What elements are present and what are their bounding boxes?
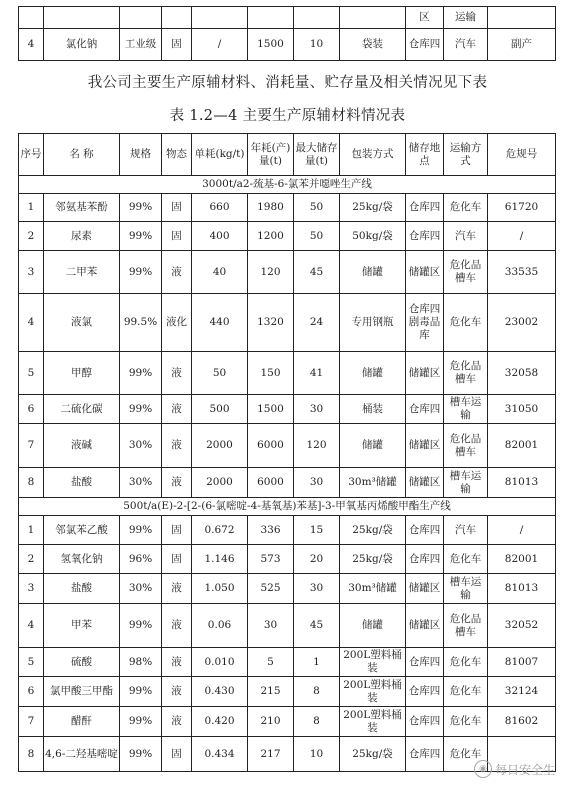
table-cell: 液化: [162, 294, 192, 352]
table-cell: 槽车运输: [444, 395, 488, 424]
table-cell: 6000: [248, 424, 294, 468]
table-cell: 81013: [488, 468, 556, 498]
table-cell: 99%: [120, 737, 162, 772]
table-cell: 200L塑料桶装: [340, 677, 406, 707]
table-cell: 汽车: [444, 222, 488, 251]
table-cell: 区: [406, 7, 444, 29]
table-cell: [162, 7, 192, 29]
table-cell: 1: [19, 194, 44, 222]
table-cell: 2000: [192, 468, 248, 498]
table-cell: 液: [162, 395, 192, 424]
table-cell: 99%: [120, 251, 162, 294]
table-cell: 尿素: [44, 222, 120, 251]
table-cell: 50: [192, 352, 248, 395]
table-cell: 储罐区: [406, 574, 444, 604]
table-cell: 525: [248, 574, 294, 604]
table-cell: 汽车: [444, 516, 488, 545]
table-cell: 25kg/袋: [340, 545, 406, 574]
section-title: 3000t/a2-巯基-6-氯苯并噁唑生产线: [19, 176, 556, 194]
table-cell: 10: [294, 29, 340, 61]
table-cell: 200L塑料桶装: [340, 707, 406, 737]
table-cell: 200L塑料桶装: [340, 648, 406, 677]
table-row: [19, 707, 556, 737]
table-cell: 序号: [19, 134, 44, 176]
table-row: [19, 395, 556, 424]
table-cell: 32058: [488, 352, 556, 395]
table-cell: 33535: [488, 251, 556, 294]
table-cell: 8: [19, 468, 44, 498]
table-cell: 30%: [120, 574, 162, 604]
table-cell: 120: [294, 424, 340, 468]
table-cell: 储存地点: [406, 134, 444, 176]
table-cell: 30: [248, 604, 294, 648]
table-cell: 1980: [248, 194, 294, 222]
table-cell: 危化车: [444, 707, 488, 737]
table-row: [19, 194, 556, 222]
table-cell: 99%: [120, 707, 162, 737]
table-row: [19, 574, 556, 604]
table-cell: 运输方式: [444, 134, 488, 176]
table-cell: [120, 7, 162, 29]
section-row: [19, 498, 556, 516]
table-cell: 32124: [488, 677, 556, 707]
intro-paragraph: 我公司主要生产原辅材料、消耗量、贮存量及相关情况见下表: [87, 75, 488, 91]
table-cell: 30m³储罐: [340, 468, 406, 498]
table-cell: [19, 7, 44, 29]
table-cell: 50: [294, 194, 340, 222]
table-cell: [248, 7, 294, 29]
table-cell: 25kg/袋: [340, 194, 406, 222]
table-cell: 桶装: [340, 395, 406, 424]
table-cell: 45: [294, 604, 340, 648]
table-cell: 固: [162, 222, 192, 251]
table-cell: 25kg/袋: [340, 737, 406, 772]
table-row: [19, 516, 556, 545]
table-cell: 5: [248, 648, 294, 677]
table-cell: 61720: [488, 194, 556, 222]
table-cell: 仓库四剧毒品库: [406, 294, 444, 352]
table-cell: 副产: [488, 29, 556, 61]
table-cell: 单耗(kg/t): [192, 134, 248, 176]
table-cell: 盐酸: [44, 574, 120, 604]
table-cell: 运输: [444, 7, 488, 29]
table-cell: 96%: [120, 545, 162, 574]
table-cell: 名 称: [44, 134, 120, 176]
table-cell: 储罐: [340, 604, 406, 648]
table-cell: 4: [19, 294, 44, 352]
table-cell: 31050: [488, 395, 556, 424]
table-cell: 40: [192, 251, 248, 294]
table-cell: /: [488, 516, 556, 545]
table-cell: /: [192, 29, 248, 61]
table-cell: 储罐: [340, 251, 406, 294]
table-cell: [488, 7, 556, 29]
table-cell: 10: [294, 737, 340, 772]
table-cell: 氯甲酸三甲酯: [44, 677, 120, 707]
table-cell: 660: [192, 194, 248, 222]
table-row: [19, 604, 556, 648]
table-cell: 盐酸: [44, 468, 120, 498]
table-cell: 氯化钠: [44, 29, 120, 61]
section-row: [19, 176, 556, 194]
table-cell: 4: [19, 29, 44, 61]
table-cell: 物态: [162, 134, 192, 176]
table-cell: 仓库四: [406, 677, 444, 707]
table-row: [19, 545, 556, 574]
table-cell: 99.5%: [120, 294, 162, 352]
table-cell: 1320: [248, 294, 294, 352]
table-cell: 3: [19, 574, 44, 604]
table-cell: 30m³储罐: [340, 574, 406, 604]
table-cell: 20: [294, 545, 340, 574]
table-cell: 99%: [120, 516, 162, 545]
table-cell: 3: [19, 251, 44, 294]
section-title: 500t/a(E)-2-[2-(6-氯嘧啶-4-基氧基)苯基]-3-甲氧基丙烯酸甲酯生产线: [19, 498, 556, 516]
table-cell: 液: [162, 707, 192, 737]
table-cell: 危化品槽车: [444, 424, 488, 468]
table-cell: 槽车运输: [444, 574, 488, 604]
table-cell: 仓库四: [406, 194, 444, 222]
table-cell: 99%: [120, 194, 162, 222]
table-cell: 8: [294, 707, 340, 737]
table-cell: 4,6-二羟基嘧啶: [44, 737, 120, 772]
table-cell: 液: [162, 604, 192, 648]
table-cell: 45: [294, 251, 340, 294]
table-cell: 仓库四: [406, 737, 444, 772]
table-row: [19, 29, 556, 61]
table-cell: 50kg/袋: [340, 222, 406, 251]
table-cell: 危化品槽车: [444, 352, 488, 395]
table-cell: 危规号: [488, 134, 556, 176]
table-cell: 99%: [120, 604, 162, 648]
table-cell: /: [488, 222, 556, 251]
table-cell: 2: [19, 222, 44, 251]
watermark: [474, 760, 555, 778]
table-cell: 固: [162, 545, 192, 574]
table-cell: 500: [192, 395, 248, 424]
table-cell: 硫酸: [44, 648, 120, 677]
table-cell: 二硫化碳: [44, 395, 120, 424]
table-cell: 215: [248, 677, 294, 707]
table-cell: 400: [192, 222, 248, 251]
table-cell: 0.420: [192, 707, 248, 737]
table-cell: 专用钢瓶: [340, 294, 406, 352]
table-cell: 储罐区: [406, 251, 444, 294]
table-cell: 邻氨基苯酚: [44, 194, 120, 222]
table-header-row: [19, 134, 556, 176]
table-cell: 81602: [488, 707, 556, 737]
table-cell: 危化车: [444, 194, 488, 222]
table-cell: 危化品槽车: [444, 251, 488, 294]
table-cell: 1.050: [192, 574, 248, 604]
wechat-logo-icon: ◉: [474, 760, 492, 778]
table-cell: 0.434: [192, 737, 248, 772]
table-cell: 固: [162, 516, 192, 545]
table-cell: 汽车: [444, 29, 488, 61]
table-cell: 0.010: [192, 648, 248, 677]
table-cell: 1: [19, 516, 44, 545]
table-cell: 82001: [488, 424, 556, 468]
table-row: [19, 294, 556, 352]
table-cell: 81013: [488, 574, 556, 604]
table-caption: 表 1.2—4 主要生产原辅材料情况表: [169, 108, 406, 124]
table-cell: 仓库四: [406, 29, 444, 61]
table-cell: 液: [162, 648, 192, 677]
table-cell: 固: [162, 737, 192, 772]
table-cell: 30%: [120, 468, 162, 498]
table-cell: 25kg/袋: [340, 516, 406, 545]
table-cell: 危化车: [444, 545, 488, 574]
table-cell: 包装方式: [340, 134, 406, 176]
table-cell: 危化车: [444, 677, 488, 707]
table-cell: 82001: [488, 545, 556, 574]
table-cell: 1500: [248, 29, 294, 61]
table-cell: 甲苯: [44, 604, 120, 648]
table-row: [19, 352, 556, 395]
table-cell: 仓库四: [406, 516, 444, 545]
table-cell: [44, 7, 120, 29]
table-cell: 336: [248, 516, 294, 545]
table-cell: 危化车: [444, 648, 488, 677]
table-cell: [294, 7, 340, 29]
table-cell: 工业级: [120, 29, 162, 61]
table-cell: 液氯: [44, 294, 120, 352]
table-cell: 50: [294, 222, 340, 251]
table-cell: 1200: [248, 222, 294, 251]
table-cell: 7: [19, 707, 44, 737]
table-cell: 98%: [120, 648, 162, 677]
table-cell: 邻氯苯乙酸: [44, 516, 120, 545]
table-cell: 最大储存量(t): [294, 134, 340, 176]
table-cell: 24: [294, 294, 340, 352]
table-cell: 仓库四: [406, 648, 444, 677]
table-cell: 液: [162, 574, 192, 604]
table-cell: 15: [294, 516, 340, 545]
table-cell: 仓库四: [406, 222, 444, 251]
table-cell: [340, 7, 406, 29]
table-cell: 440: [192, 294, 248, 352]
table-row: [19, 251, 556, 294]
table-cell: 23002: [488, 294, 556, 352]
table-cell: 储罐区: [406, 468, 444, 498]
table-cell: 99%: [120, 395, 162, 424]
table-cell: 液: [162, 251, 192, 294]
table-cell: 0.06: [192, 604, 248, 648]
table-cell: 7: [19, 424, 44, 468]
table-cell: 120: [248, 251, 294, 294]
table-cell: 1.146: [192, 545, 248, 574]
raw-materials-table: [18, 133, 556, 772]
table-cell: 储罐区: [406, 352, 444, 395]
table-cell: 袋装: [340, 29, 406, 61]
table-cell: 甲醇: [44, 352, 120, 395]
table-cell: 30%: [120, 424, 162, 468]
table-cell: 30: [294, 395, 340, 424]
table-cell: 217: [248, 737, 294, 772]
table-cell: 99%: [120, 222, 162, 251]
table-cell: 液: [162, 677, 192, 707]
table-cell: 固: [162, 29, 192, 61]
table-cell: 6000: [248, 468, 294, 498]
table-cell: 液: [162, 424, 192, 468]
table-cell: 5: [19, 648, 44, 677]
table-cell: 液: [162, 468, 192, 498]
table-cell: 32052: [488, 604, 556, 648]
table-cell: 仓库四: [406, 707, 444, 737]
table-cell: 槽车运输: [444, 468, 488, 498]
table-cell: 固: [162, 194, 192, 222]
table-cell: 储罐: [340, 352, 406, 395]
table-cell: 氢氧化钠: [44, 545, 120, 574]
table-cell: 二甲苯: [44, 251, 120, 294]
table-cell: 危化品槽车: [444, 604, 488, 648]
table-cell: 储罐区: [406, 424, 444, 468]
table-cell: 危化车: [444, 294, 488, 352]
table-cell: 210: [248, 707, 294, 737]
table-cell: 573: [248, 545, 294, 574]
table-cell: 1500: [248, 395, 294, 424]
table-cell: 醋酐: [44, 707, 120, 737]
table-cell: 0.430: [192, 677, 248, 707]
table-cell: 30: [294, 574, 340, 604]
table-row: [19, 468, 556, 498]
table-cell: 81007: [488, 648, 556, 677]
table-cell: 液碱: [44, 424, 120, 468]
table-cell: 5: [19, 352, 44, 395]
table-cell: 1: [294, 648, 340, 677]
table-cell: 99%: [120, 677, 162, 707]
table-row: [19, 424, 556, 468]
table-cell: 8: [19, 737, 44, 772]
table-cell: 41: [294, 352, 340, 395]
table-row: [19, 648, 556, 677]
table-cell: 危化车: [444, 737, 488, 772]
previous-table-fragment: [18, 6, 556, 61]
table-cell: 30: [294, 468, 340, 498]
table-row: [19, 677, 556, 707]
table-cell: 年耗(产)量(t): [248, 134, 294, 176]
table-cell: [192, 7, 248, 29]
table-cell: 仓库四: [406, 545, 444, 574]
table-cell: 仓库四: [406, 395, 444, 424]
table-cell: 150: [248, 352, 294, 395]
table-row: [19, 222, 556, 251]
table-cell: 4: [19, 604, 44, 648]
table-cell: 2: [19, 545, 44, 574]
table-cell: 6: [19, 395, 44, 424]
table-cell: 2000: [192, 424, 248, 468]
table-cell: 储罐区: [406, 604, 444, 648]
table-cell: 99%: [120, 352, 162, 395]
watermark-text: 每日安全生: [495, 762, 556, 777]
table-cell: 6: [19, 677, 44, 707]
table-cell: 规格: [120, 134, 162, 176]
table-cell: 0.672: [192, 516, 248, 545]
table-cell: 储罐: [340, 424, 406, 468]
table-cell: 8: [294, 677, 340, 707]
table-row-partial: [19, 7, 556, 29]
table-cell: 液: [162, 352, 192, 395]
